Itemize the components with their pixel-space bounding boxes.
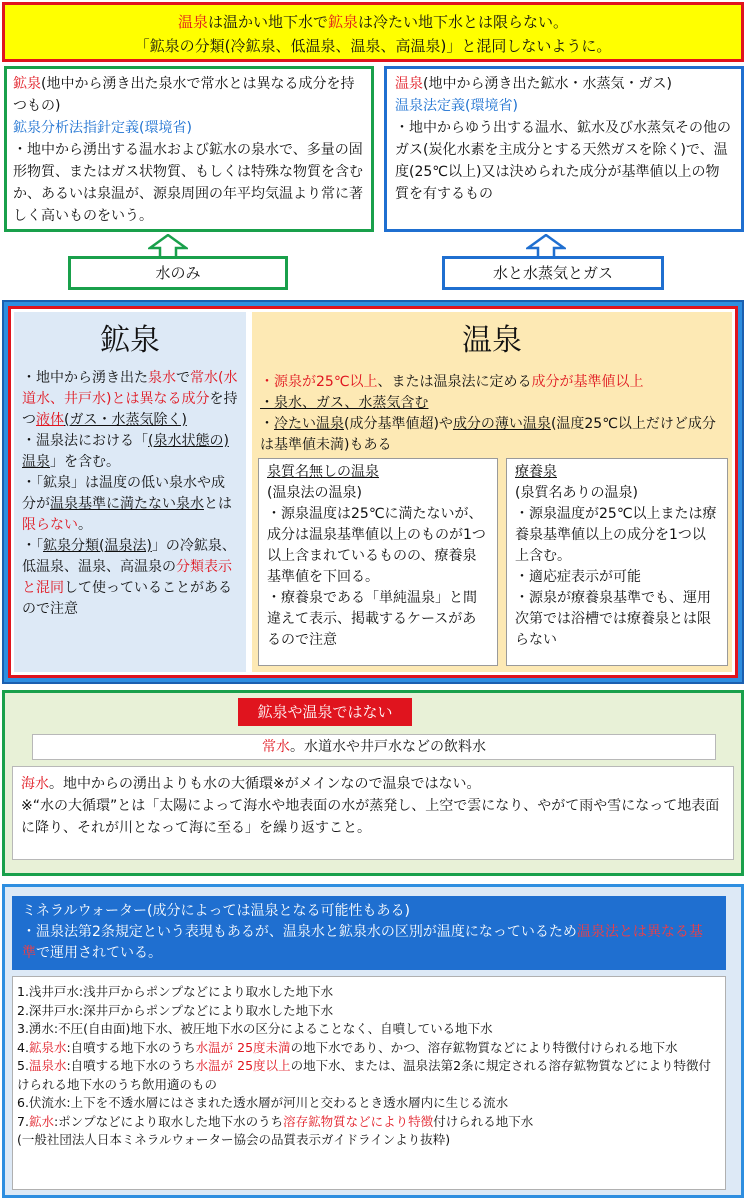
list-item: 5.温泉水:自噴する地下水のうち水温が 25度以上の地下水、または、温泉法第2条に規定される溶存鉱物質などにより特徴付けられる地下水のうち飲用適のもの: [17, 1058, 712, 1092]
onsen-law-name: 温泉法定義(環境省): [395, 98, 518, 114]
source-citation: (一般社団法人日本ミネラルウォーター協会の品質表示ガイドラインより抜粋): [17, 1132, 451, 1147]
list-item: 1.浅井戸水:浅井戸からポンプなどにより取水した地下水: [17, 984, 334, 999]
unnamed-onsen-box: [258, 458, 498, 666]
mineral-water-title: ミネラルウォーター(成分によっては温泉となる可能性もある): [22, 903, 410, 919]
list-item: 4.鉱泉水:自噴する地下水のうち水温が 25度未満の地下水であり、かつ、溶存鉱物質などにより特徴付けられる地下水: [17, 1039, 678, 1055]
therapeutic-spring-point-1: ・源泉温度が25℃以上または療養泉基準値以上の成分を1つ以上含む。: [515, 506, 717, 564]
unnamed-onsen-title: 泉質名無しの温泉: [267, 464, 379, 480]
mineral-water-header: [12, 896, 726, 970]
water-only-label: 水のみ: [68, 256, 288, 290]
kousen-panel: [14, 312, 246, 672]
kousen-definition-heading: 鉱泉(地中から湧き出た泉水で常水とは異なる成分を持つもの): [13, 76, 355, 114]
list-item: 3.湧水:不圧(自由面)地下水、被圧地下水の区分によることなく、自噴している地下水: [17, 1021, 493, 1036]
seawater-line: 海水。地中からの湧出よりも水の大循環※がメインなので温泉ではない。: [21, 776, 481, 792]
onsen-definition-heading: 温泉(地中から湧き出た鉱水・水蒸気・ガス): [395, 76, 672, 92]
not-spring-title: 鉱泉や温泉ではない: [238, 698, 412, 726]
therapeutic-spring-box: [506, 458, 728, 666]
kousen-point-4: ・「鉱泉分類(温泉法)」の冷鉱泉、低温泉、温泉、高温泉の分類表示と混同して使っていることがあるので注意: [22, 538, 236, 617]
onsen-point-2: ・泉水、ガス、水蒸気含む: [260, 395, 429, 411]
onsen-point-1: ・源泉が25℃以上、または温泉法に定める成分が基準値以上: [260, 374, 644, 390]
normal-water-box: 常水。水道水や井戸水などの飲料水: [32, 734, 716, 760]
top-banner: [2, 2, 744, 62]
therapeutic-spring-title: 療養泉: [515, 464, 557, 480]
unnamed-onsen-point-1: ・源泉温度は25℃に満たないが、成分は温泉基準値以上のものが1つ以上含まれているものの、療養泉基準値を下回る。: [267, 506, 486, 585]
kousen-definition-box: [4, 66, 374, 232]
kousen-law-name: 鉱泉分析法指針定義(環境省): [13, 120, 192, 136]
kousen-panel-title: 鉱泉: [100, 323, 160, 358]
onsen-panel-title: 温泉: [462, 323, 522, 358]
mineral-water-list: [12, 976, 726, 1190]
kousen-point-3: ・「鉱泉」は温度の低い泉水や成分が温泉基準に満たない泉水とは限らない。: [22, 475, 232, 533]
kousen-point-1: ・地中から湧き出た泉水で常水(水道水、井戸水)とは異なる成分を持つ液体(ガス・水蒸気除く): [22, 370, 238, 428]
list-item: 2.深井戸水:深井戸からポンプなどにより取水した地下水: [17, 1002, 334, 1018]
onsen-point-3: ・冷たい温泉(成分基準値超)や成分の薄い温泉(温度25℃以上だけど成分は基準値未満)もある: [260, 416, 716, 453]
kousen-definition-body: ・地中から湧出する温水および鉱水の泉水で、多量の固形物質、またはガス状物質、もしくは特殊な物質を含むか、あるいは泉温が、源泉周囲の年平均気温より常に著しく高いものをいう。: [13, 142, 363, 224]
seawater-box: [12, 766, 734, 860]
onsen-definition-body: ・地中からゆう出する温水、鉱水及び水蒸気その他のガス(炭化水素を主成分とする天然ガスを除く)で、温度(25℃以上)又は決められた成分が基準値以上の物質を有するもの: [395, 120, 731, 202]
therapeutic-spring-point-3: ・源泉が療養泉基準でも、運用次第では浴槽では療養泉とは限らない: [515, 590, 711, 648]
water-cycle-note: ※“水の大循環”とは「太陽によって海水や地表面の水が蒸発し、上空で雲になり、やがて雨や雪になって地表面に降り、それが川となって海に至る」を繰り返すこと。: [21, 798, 720, 836]
list-item: 7.鉱水:ポンプなどにより取水した地下水のうち溶存鉱物質などにより特徴付けられる地下水: [17, 1113, 534, 1129]
banner-line-1: 温泉は温かい地下水で鉱泉は冷たい地下水とは限らない。: [177, 13, 569, 31]
water-steam-gas-label: 水と水蒸気とガス: [442, 256, 664, 290]
list-item: 6.伏流水:上下を不透水層にはさまれた透水層が河川と交わるとき透水層内に生じる流水: [17, 1095, 509, 1110]
kousen-point-2: ・温泉法における「(泉水状態の)温泉」を含む。: [22, 433, 229, 470]
unnamed-onsen-subtitle: (温泉法の温泉): [267, 485, 362, 501]
mineral-water-note: ・温泉法第2条規定という表現もあるが、温泉水と鉱泉水の区別が温度になっているため温泉法とは異なる基準で運用されている。: [22, 924, 703, 961]
onsen-points: [252, 372, 732, 456]
banner-line-2: 「鉱泉の分類(冷鉱泉、低温泉、温泉、高温泉)」と混同しないように。: [134, 37, 612, 55]
therapeutic-spring-subtitle: (泉質名ありの温泉): [515, 485, 638, 501]
unnamed-onsen-point-2: ・療養泉である「単純温泉」と間違えて表示、掲載するケースがあるので注意: [267, 590, 477, 648]
therapeutic-spring-point-2: ・適応症表示が可能: [515, 569, 641, 585]
onsen-definition-box: [384, 66, 744, 232]
